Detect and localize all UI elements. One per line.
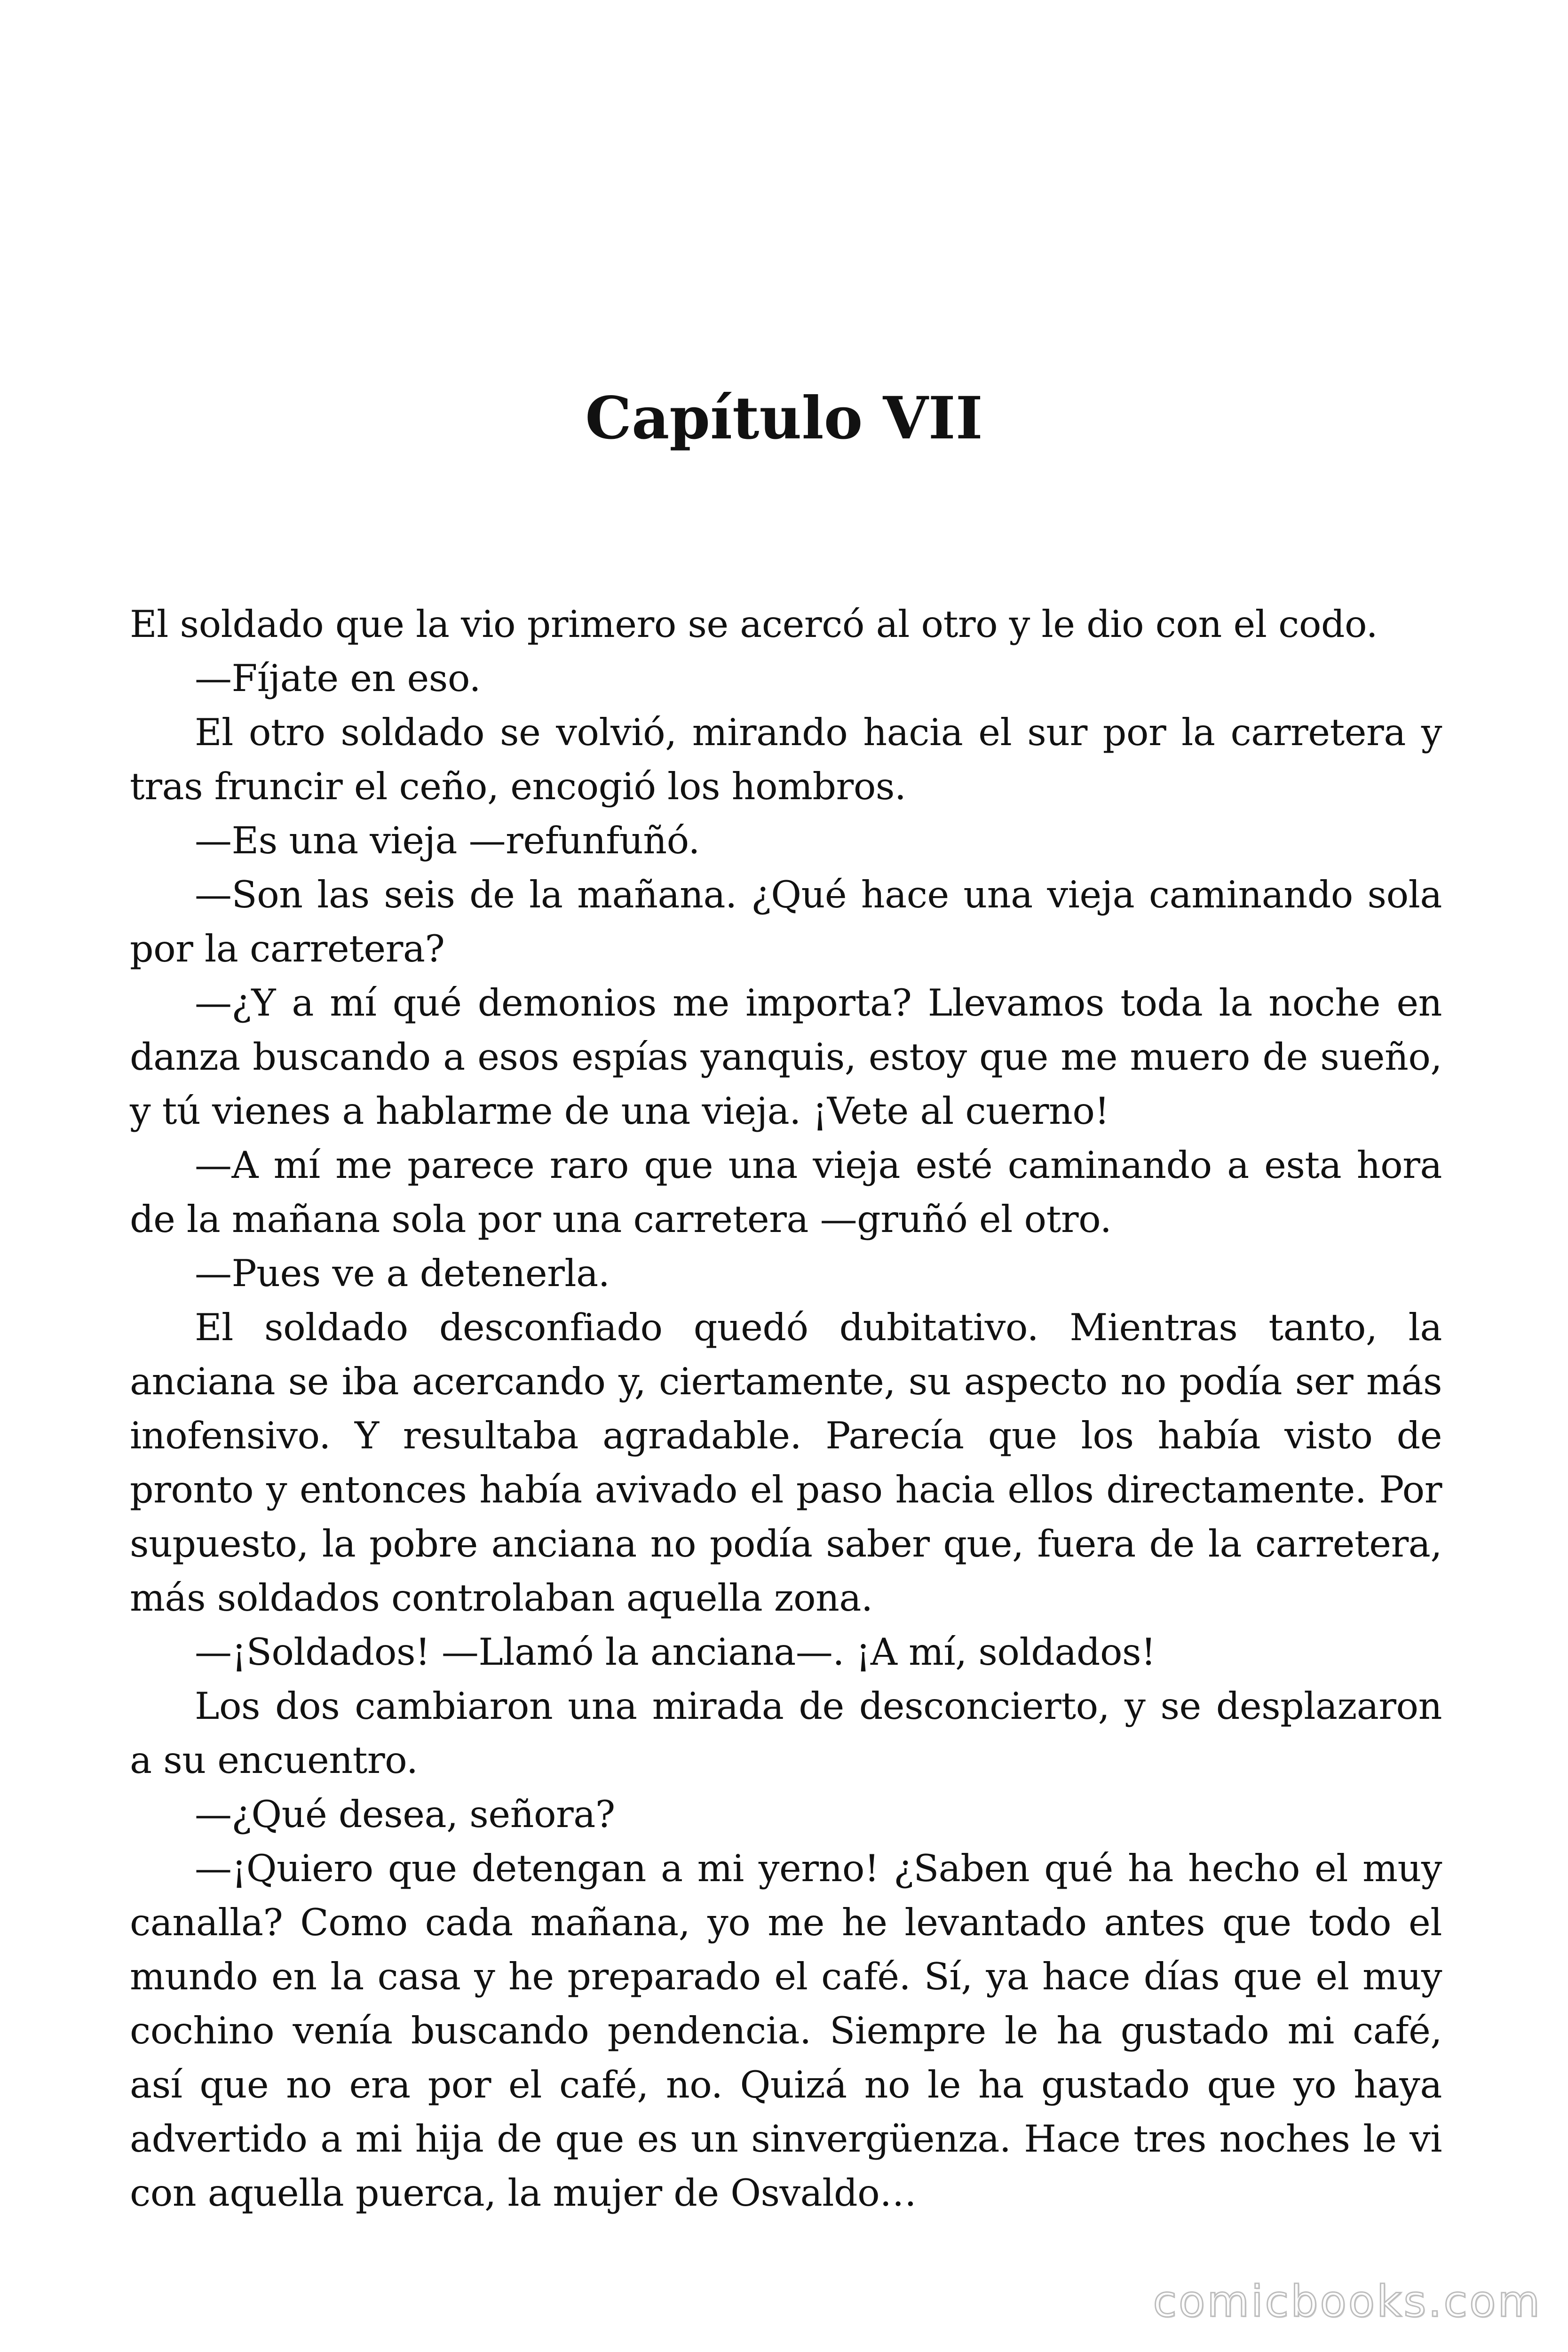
paragraph: —Son las seis de la mañana. ¿Qué hace una vieja caminando sola por la carretera? (130, 873, 1442, 970)
paragraph: Los dos cambiaron una mirada de desconcierto, y se desplazaron a su encuentro. (130, 1685, 1442, 1782)
chapter-title: Capítulo VII (585, 384, 983, 453)
paragraph: El soldado desconfiado quedó dubitativo. Mientras tanto, la anciana se iba acercando y, ciertamente, su aspecto no podía ser más inofensivo. Y resultaba agradable. Parecía que los había visto de pronto y entonces había avivado el paso hacia ellos directamente. Por supuesto, la pobre anciana no podía saber que, fuera de la carretera, más soldados controlaban aquella zona. (130, 1306, 1442, 1620)
paragraph: —Fíjate en eso. (195, 657, 481, 700)
watermark: comicbooks.com (1153, 2276, 1542, 2327)
chapter-body (130, 597, 1442, 2220)
paragraph: El soldado que la vio primero se acercó al otro y le dio con el codo. (130, 603, 1378, 646)
paragraph: —¡Quiero que detengan a mi yerno! ¿Saben qué ha hecho el muy canalla? Como cada mañana, yo me he levantado antes que todo el mundo en la casa y he preparado el café. Sí, ya hace días que el muy cochino venía buscando pendencia. Siempre le ha gustado mi café, así que no era por el café, no. Quizá no le ha gustado que yo haya advertido a mi hija de que es un sinvergüenza. Hace tres noches le vi con aquella puerca, la mujer de Osvaldo… (130, 1847, 1442, 2215)
paragraph: El otro soldado se volvió, mirando hacia el sur por la carretera y tras fruncir el ceño, encogió los hombros. (130, 711, 1442, 808)
paragraph: —¿Y a mí qué demonios me importa? Llevamos toda la noche en danza buscando a esos espías yanquis, estoy que me muero de sueño, y tú vienes a hablarme de una vieja. ¡Vete al cuerno! (130, 981, 1442, 1133)
paragraph: —Pues ve a detenerla. (195, 1252, 610, 1295)
paragraph: —Es una vieja —refunfuñó. (195, 819, 700, 862)
paragraph: —¿Qué desea, señora? (195, 1793, 615, 1836)
paragraph: —A mí me parece raro que una vieja esté caminando a esta hora de la mañana sola por una carretera —gruñó el otro. (130, 1144, 1442, 1241)
paragraph: —¡Soldados! —Llamó la anciana—. ¡A mí, soldados! (195, 1630, 1156, 1674)
